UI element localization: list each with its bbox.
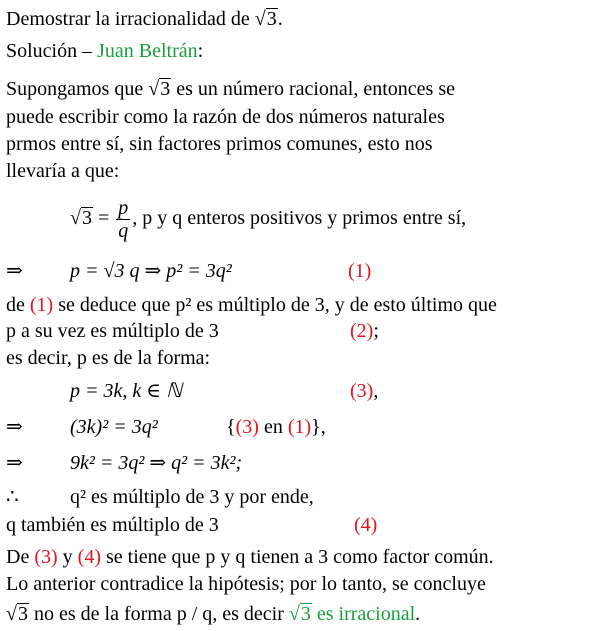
dash: – <box>77 40 98 62</box>
text: es irracional <box>311 603 416 625</box>
solution-header <box>6 38 615 64</box>
equation-1 <box>6 258 615 284</box>
ref: (1) <box>287 416 312 438</box>
semicolon: ; <box>373 320 379 342</box>
implies-icon: ⇒ <box>6 260 23 282</box>
radicand: 3 <box>81 207 92 229</box>
ref: (3) <box>350 380 374 402</box>
radicand: 3 <box>266 8 277 30</box>
sqrt-symbol: √3 <box>288 603 311 625</box>
para1-line3: prmos entre sí, sin factores primos comunes, esto nos <box>6 133 433 155</box>
form-line: es decir, p es de la forma: <box>6 347 211 369</box>
equation-7 <box>6 512 615 538</box>
implies-icon: ⇒ <box>6 416 23 438</box>
equation-text: p = 3k, k ∈ ℕ <box>70 380 183 402</box>
brace: }, <box>311 416 326 438</box>
text: p a su vez es múltiplo de 3 <box>6 320 219 342</box>
period: . <box>415 603 421 625</box>
text: es un número racional, entonces se <box>171 78 455 100</box>
radicand: 3 <box>17 603 28 625</box>
numerator: p <box>118 196 129 219</box>
substitution-note <box>226 414 326 440</box>
equation-text: , p y q enteros positivos y primos entre sí, <box>132 207 467 229</box>
equation-text: q² es múltiplo de 3 y por ende, <box>70 486 314 508</box>
title-end: . <box>277 8 283 30</box>
ref: (3) <box>34 546 58 568</box>
radicand: 3 <box>160 78 171 100</box>
text: de <box>6 294 30 316</box>
text: se tiene que p y q tienen a 3 como factor común. <box>100 546 494 568</box>
solution-label: Solución <box>6 40 78 62</box>
para1-line4: llevaría a que: <box>6 160 120 182</box>
equation-4 <box>6 414 615 440</box>
equation-6 <box>6 484 615 510</box>
ref: (3) <box>235 416 259 438</box>
ref: (2) <box>350 320 374 342</box>
equals-sign: = <box>97 207 110 229</box>
author-name: Juan Beltrán <box>97 40 198 62</box>
colon: : <box>197 40 204 62</box>
sqrt-symbol: √3 <box>6 603 28 625</box>
fraction <box>116 197 130 242</box>
ref: (4) <box>77 546 101 568</box>
text: se deduce que p² es múltiplo de 3, y de esto último que <box>53 294 497 316</box>
text: De <box>6 546 35 568</box>
comma: , <box>373 380 379 402</box>
therefore-icon: ∴ <box>6 486 19 508</box>
conclusion-line2: Lo anterior contradice la hipótesis; por lo tanto, se concluye <box>6 573 486 595</box>
deduce-line2 <box>6 318 615 344</box>
conclusion-line3 <box>6 601 615 627</box>
text: y <box>57 546 78 568</box>
title-text: Demostrar la irracionalidad de <box>6 8 255 30</box>
equation-text: (3k)² = 3q² <box>70 416 158 438</box>
equation-5 <box>6 450 615 476</box>
text: en <box>258 416 288 438</box>
conclusion-line1 <box>6 544 615 570</box>
equation-text: q también es múltiplo de 3 <box>6 514 219 536</box>
sqrt-symbol: √3 <box>254 8 277 30</box>
para1-line1 <box>6 76 615 102</box>
equation-tag: (4) <box>354 514 378 536</box>
conclusion-highlight <box>289 603 415 625</box>
equation-text: p = √3 q ⇒ p² = 3q² <box>70 260 232 282</box>
ref-tag <box>350 318 379 344</box>
problem-title <box>6 6 615 32</box>
brace: { <box>226 416 236 438</box>
sqrt-symbol: √3 <box>70 207 92 229</box>
deduce-line1 <box>6 292 615 318</box>
para1-line2: puede escribir como la razón de dos números naturales <box>6 106 445 128</box>
sqrt-symbol: √3 <box>148 78 171 100</box>
text: Supongamos que <box>6 78 149 100</box>
implies-icon: ⇒ <box>6 452 23 474</box>
text: no es de la forma p / q, es decir <box>28 603 289 625</box>
equation-text: 9k² = 3q² ⇒ q² = 3k²; <box>70 452 243 474</box>
equation-sqrt3-ratio <box>70 196 615 242</box>
equation-tag: (1) <box>348 260 372 282</box>
denominator: q <box>118 219 129 242</box>
ref: (1) <box>29 294 54 316</box>
radicand: 3 <box>300 603 311 625</box>
equation-tag <box>350 378 378 404</box>
